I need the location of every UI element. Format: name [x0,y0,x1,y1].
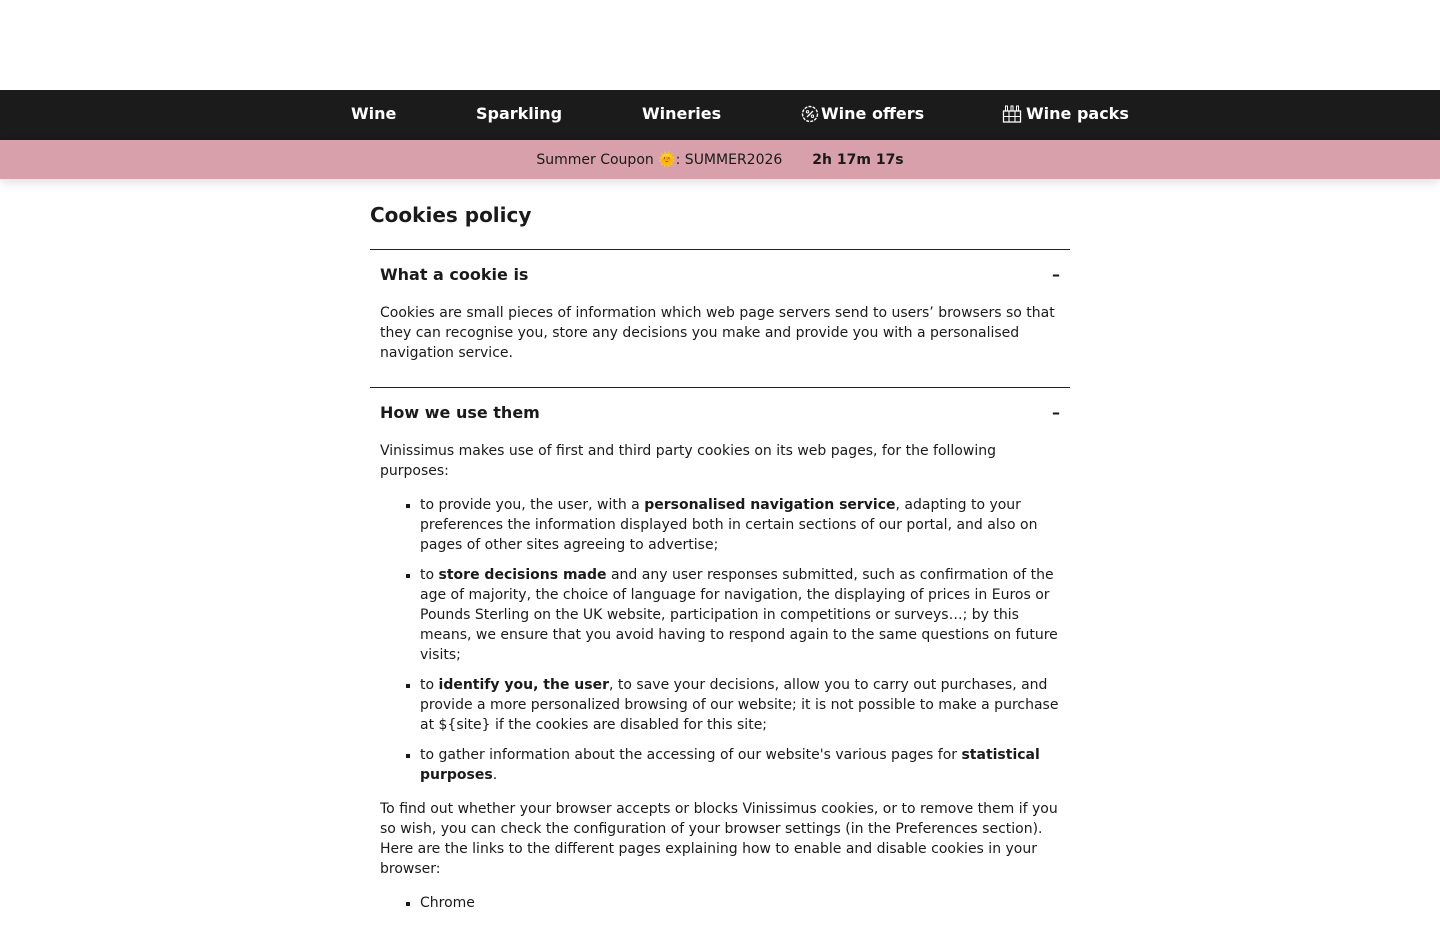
collapse-toggle-icon[interactable]: – [1052,403,1060,422]
discount-badge-icon [801,105,819,123]
main-nav [0,90,1440,140]
bullet-text: , adapting to your preferences the information displayed both in certain sections of our portal, and also on pages of other sites agreeing to advertise; [420,497,1038,553]
list-item [420,565,1060,665]
section-body [370,286,1070,387]
top-header [0,0,1440,90]
collapse-toggle-icon[interactable]: – [1052,265,1060,284]
bullet-bold: identify you, the user [438,677,610,693]
nav-wine-packs[interactable] [1002,104,1129,123]
bullet-text: to gather information about the accessing of our website's various pages for [420,747,962,763]
list-item [420,745,1060,785]
nav-wine[interactable] [351,104,396,123]
nav-wine-packs-label: Wine packs [1026,104,1129,123]
countdown-timer: 2h 17m 17s [812,151,904,168]
page-title: Cookies policy [370,203,532,227]
section-how-we-use [370,387,1070,951]
nav-sparkling[interactable] [476,104,562,123]
section-paragraph: Cookies are small pieces of information which web page servers send to users’ browsers so that they can recognise you, store any decisions you make and provide you with a personalised navigation service. [380,305,1055,361]
nav-wineries-label: Wineries [642,104,722,123]
purposes-list [380,495,1060,785]
list-item [420,675,1060,735]
bullet-bold: store decisions made [438,567,607,583]
section-header-how-we-use[interactable] [370,388,1070,424]
section-heading: What a cookie is [380,265,529,284]
bullet-text: . [492,767,498,783]
wine-crate-icon [1002,105,1022,123]
nav-sparkling-label: Sparkling [476,104,563,123]
promo-banner[interactable] [0,140,1440,179]
bullet-text: to [420,677,439,693]
list-item [420,495,1060,555]
bullet-text: to [420,567,439,583]
nav-wine-offers[interactable] [801,104,924,123]
section-intro: Vinissimus makes use of first and third party cookies on its web pages, for the following purposes: [380,443,996,479]
nav-wine-offers-label: Wine offers [821,104,925,123]
section-body [370,424,1070,951]
bullet-text: and any user responses submitted, such as confirmation of the age of majority, the choice of language for navigation, the displaying of prices in Euros or Pounds Sterling on the UK website, participation in competitions or surveys…; by this means, we ensure that you avoid having to respond again to the same questions on future visits; [420,567,1058,663]
main-content [370,179,1070,951]
coupon-text: Summer Coupon 🌞: SUMMER2026 [536,151,783,168]
section-what-cookie [370,249,1070,387]
section-heading: How we use them [380,403,540,422]
bullet-bold: personalised navigation service [644,497,896,513]
bullet-bold: statistical purposes [420,747,1040,783]
bullet-text: , to save your decisions, allow you to carry out purchases, and provide a more personalized browsing of our website; it is not possible to make a purchase at ${site} if the cookies are disabled for this site; [420,677,1059,733]
bullet-text: to provide you, the user, with a [420,497,645,513]
browser-link-chrome[interactable]: ▪ Chrome [420,893,1060,913]
section-outro: To find out whether your browser accepts or blocks Vinissimus cookies, or to remove them if you so wish, you can check the configuration of your browser settings (in the Preferences section). Here are the links to the different pages explaining how to enable and disable cookies in your browser: [380,801,1058,877]
nav-wineries[interactable] [642,104,721,123]
browser-links-list [380,893,1060,913]
section-header-what-cookie[interactable] [370,250,1070,286]
nav-wine-label: Wine [351,104,397,123]
